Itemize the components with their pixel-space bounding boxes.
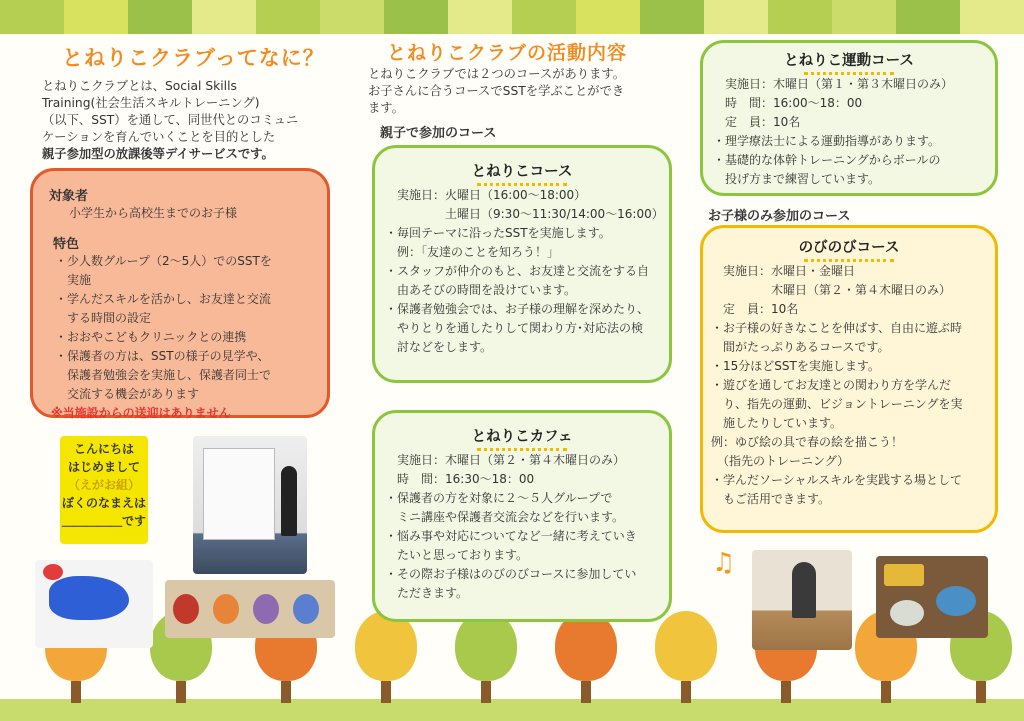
- craft-item: [253, 594, 279, 624]
- course-line: （指先のトレーニング）: [711, 454, 850, 468]
- course-line: 定 員：10名: [711, 302, 799, 316]
- intro-line: とねりこクラブでは２つのコースがあります。: [368, 67, 626, 81]
- tree-decoration: [355, 611, 417, 703]
- course-line: ・保護者の方を対象に２～５人グループで: [385, 491, 613, 505]
- course-line: やりとりを通したりして関わり方･対応法の検: [385, 321, 644, 335]
- course-line: ・毎回テーマに沿ったSSTを実施します。: [385, 226, 611, 240]
- tonerico-cafe-box: [372, 410, 672, 622]
- intro-line: Training(社会生活スキルトレーニング): [42, 96, 260, 110]
- features-heading: 特色: [53, 237, 80, 252]
- tree-decoration: [655, 611, 717, 703]
- tree-decoration: [455, 611, 517, 703]
- tree-decoration: [555, 611, 617, 703]
- activity-photo: [752, 550, 852, 650]
- intro-line: とねりこクラブとは、Social Skills: [42, 79, 237, 93]
- target-heading: 対象者: [49, 189, 89, 204]
- feature-line: ・おおやこどもクリニックとの連携: [55, 330, 247, 344]
- course-line: 由あそびの時間を設けています。: [385, 283, 577, 297]
- course-line: 実施日：木曜日（第２・第４木曜日のみ）: [385, 453, 626, 467]
- course-title: とねりこコース: [471, 164, 573, 180]
- sign-line: （えがお組）: [67, 478, 140, 492]
- blue-paint: [49, 576, 129, 620]
- course-line: ・遊びを通してお友達との関わり方を学んだ: [711, 378, 952, 392]
- sign-line: ＿＿＿＿＿です: [61, 514, 146, 528]
- course-line: もご活用できます。: [711, 492, 831, 506]
- course-line: ミニ講座や保護者交流会などを行います。: [385, 510, 625, 524]
- tonerico-course-box: [372, 145, 672, 383]
- red-paint: [43, 564, 63, 580]
- course-line: ・保護者勉強会では、お子様の理解を深めたり、: [385, 302, 650, 316]
- course-line: ・悩み事や対応についてなど一緒に考えていき: [385, 529, 637, 543]
- tonerico-exercise-course-box: [700, 40, 998, 196]
- craft-materials-photo: [876, 556, 988, 638]
- no-transport-note: ※当施設からの送迎はありません: [51, 406, 231, 420]
- left-title: とねりこクラブってなに？: [62, 46, 325, 70]
- intro-bold-line: 親子参加型の放課後等デイサービスです。: [42, 147, 274, 161]
- craft-item: [173, 594, 199, 624]
- feature-line: ・少人数グループ（2～5人）でのSSTを: [55, 254, 272, 268]
- course-title: のびのびコース: [798, 240, 900, 256]
- music-note-icon: ♫: [712, 548, 736, 578]
- finger-paint-photo: [35, 560, 153, 648]
- features-box: [30, 168, 330, 418]
- course-line: 定 員：10名: [713, 115, 801, 129]
- material-bowl: [890, 600, 924, 626]
- staff-figure: [792, 562, 816, 618]
- course-line: ・基礎的な体幹トレーニングからボールの: [713, 153, 941, 167]
- craft-item: [293, 594, 319, 624]
- feature-line: ・保護者の方は、SSTの様子の見学や、: [55, 349, 270, 363]
- child-only-section-label: お子様のみ参加のコース: [708, 209, 851, 224]
- material-box: [884, 564, 924, 586]
- feature-line: 交流する機会があります: [55, 387, 200, 401]
- course-title: とねりこカフェ: [471, 429, 573, 445]
- feature-line: 保護者勉強会を実施し、保護者同士で: [55, 368, 272, 382]
- course-line: 例：「友達のことを知ろう！」: [385, 245, 560, 259]
- course-line: ・その際お子様はのびのびコースに参加してい: [385, 567, 637, 581]
- course-line: 実施日：火曜日（16:00～18:00）: [385, 188, 587, 202]
- whiteboard: [203, 448, 275, 540]
- course-line: 投げ方まで練習しています。: [713, 172, 881, 186]
- course-line: 木曜日（第２・第４木曜日のみ）: [711, 283, 952, 297]
- middle-intro: [368, 66, 668, 117]
- course-line: ・学んだソーシャルスキルを実践する場として: [711, 473, 963, 487]
- course-line: ・理学療法士による運動指導があります。: [713, 134, 941, 148]
- course-line: り、指先の運動、ビジョントレーニングを実: [711, 397, 963, 411]
- middle-title: とねりこクラブの活動内容: [387, 42, 628, 64]
- target-text: 小学生から高校生までのお子様: [69, 206, 238, 220]
- course-line: たいと思っております。: [385, 548, 529, 562]
- greeting-sign-photo: [60, 436, 148, 544]
- crafts-photo: [165, 580, 335, 638]
- intro-line: （以下、SST）を通して、同世代とのコミュニ: [42, 113, 299, 127]
- feature-line: する時間の設定: [55, 311, 152, 325]
- course-line: 実施日：水曜日・金曜日: [711, 264, 856, 278]
- material-bowl: [936, 586, 976, 616]
- course-line: 間がたっぷりあるコースです。: [711, 340, 890, 354]
- parent-child-section-label: 親子で参加のコース: [380, 126, 497, 141]
- course-line: ただきます。: [385, 586, 469, 600]
- sign-line: はじめまして: [67, 460, 140, 474]
- left-intro: [42, 78, 342, 163]
- course-line: ・お子様の好きなことを伸ばす、自由に遊ぶ時: [711, 321, 963, 335]
- top-pattern-strip: [0, 0, 1024, 34]
- course-line: 例：ゆび絵の具で春の絵を描こう！: [711, 435, 904, 449]
- nobinobi-course-box: [700, 225, 998, 533]
- teacher-figure: [281, 466, 297, 536]
- sign-line: ぼくのなまえは: [61, 496, 146, 510]
- course-title: とねりこ運動コース: [784, 53, 914, 69]
- classroom-photo: [193, 436, 307, 574]
- course-line: ・スタッフが仲介のもと、お友達と交流をする自: [385, 264, 650, 278]
- feature-line: ・学んだスキルを活かし、お友達と交流: [55, 292, 271, 306]
- course-line: 時 間：16:00～18：00: [713, 96, 863, 110]
- course-line: 時 間：16:30～18：00: [385, 472, 535, 486]
- course-line: ・15分ほどSSTを実施します。: [711, 359, 880, 373]
- course-line: 実施日：木曜日（第１・第３木曜日のみ）: [713, 77, 954, 91]
- intro-line: ます。: [368, 101, 404, 115]
- intro-line: ケーションを育んでいくことを目的とした: [42, 130, 276, 144]
- course-line: 討などをします。: [385, 340, 493, 354]
- intro-line: お子さんに合うコースでSSTを学ぶことができ: [368, 84, 625, 98]
- course-line: 施したりしています。: [711, 416, 843, 430]
- feature-line: 実施: [55, 273, 92, 287]
- course-line: 土曜日（9:30～11:30/14:00～16:00）: [385, 207, 664, 221]
- craft-item: [213, 594, 239, 624]
- sign-line: こんにちは: [73, 442, 134, 456]
